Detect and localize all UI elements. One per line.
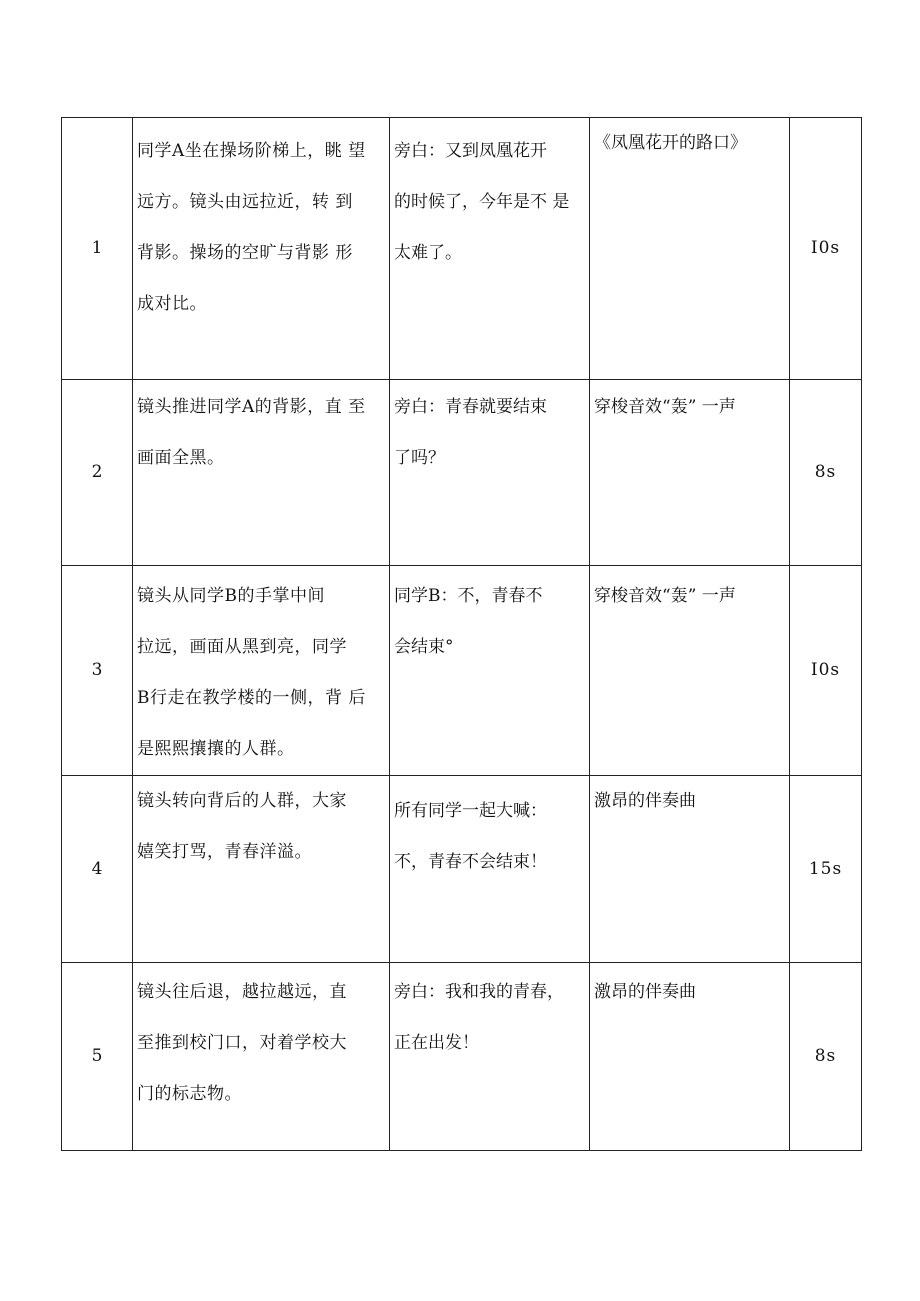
dialog-cell [390, 566, 590, 776]
duration-cell [790, 118, 862, 380]
table-row [62, 118, 862, 380]
sound-cell [590, 380, 790, 566]
duration-cell [790, 776, 862, 963]
duration-text: I0s [810, 660, 841, 680]
shot-description-cell [133, 380, 390, 566]
dialog-cell [390, 380, 590, 566]
shot-description: 同学A坐在操场阶梯上，眺 望 远方。镜头由远拉近，转 到 背影。操场的空旷与背影 形 成对比。 [137, 141, 366, 314]
duration-cell [790, 380, 862, 566]
table-row [62, 566, 862, 776]
duration-cell [790, 566, 862, 776]
sound-text: 穿梭音效“轰” 一声 [594, 397, 736, 417]
shot-description: 镜头从同学B的手掌中间 拉远，画面从黑到亮，同学 B行走在教学楼的一侧，背 后 是熙熙攘攘的人群。 [137, 586, 366, 759]
storyboard-table [61, 117, 862, 1151]
shot-number-cell [62, 118, 133, 380]
sound-cell [590, 118, 790, 380]
duration-text: 8s [814, 1046, 837, 1066]
dialog-cell [390, 776, 590, 963]
dialog-text: 旁白：青春就要结束 了吗？ [394, 397, 547, 468]
sound-cell [590, 776, 790, 963]
shot-description-cell [133, 963, 390, 1151]
shot-number: 4 [91, 858, 103, 879]
duration-cell [790, 963, 862, 1151]
shot-number-cell [62, 380, 133, 566]
sound-text: 《凤凰花开的路口》 [594, 133, 747, 153]
dialog-text: 旁白：又到凤凰花开 的时候了，今年是不 是 太难了。 [394, 141, 570, 263]
dialog-cell [390, 118, 590, 380]
dialog-cell [390, 963, 590, 1151]
sound-text: 激昂的伴奏曲 [594, 982, 696, 1002]
table-row [62, 963, 862, 1151]
shot-number: 3 [91, 660, 103, 680]
shot-number: 1 [91, 238, 103, 258]
shot-number-cell [62, 566, 133, 776]
table-row [62, 380, 862, 566]
duration-text: I0s [810, 238, 841, 258]
duration-text: 15s [808, 858, 843, 879]
shot-description-cell [133, 776, 390, 963]
duration-text: 8s [814, 462, 837, 482]
shot-number-cell [62, 776, 133, 963]
dialog-text: 同学B：不，青春不 会结束° [394, 586, 543, 657]
shot-description-cell [133, 566, 390, 776]
shot-number: 5 [91, 1046, 103, 1066]
shot-number-cell [62, 963, 133, 1151]
shot-description: 镜头推进同学A的背影，直 至 画面全黑。 [137, 397, 366, 468]
shot-number: 2 [91, 462, 103, 482]
shot-description: 镜头往后退，越拉越远，直 至推到校门口，对着学校大 门的标志物。 [137, 982, 347, 1104]
dialog-text: 旁白：我和我的青春， 正在出发！ [394, 982, 564, 1053]
sound-text: 穿梭音效“轰” 一声 [594, 586, 736, 606]
shot-description: 镜头转向背后的人群，大家 嬉笑打骂，青春洋溢。 [137, 791, 347, 862]
table-row [62, 776, 862, 963]
sound-cell [590, 566, 790, 776]
shot-description-cell [133, 118, 390, 380]
dialog-text: 所有同学一起大喊： 不，青春不会结束！ [394, 801, 547, 872]
sound-cell [590, 963, 790, 1151]
sound-text: 激昂的伴奏曲 [594, 791, 696, 811]
